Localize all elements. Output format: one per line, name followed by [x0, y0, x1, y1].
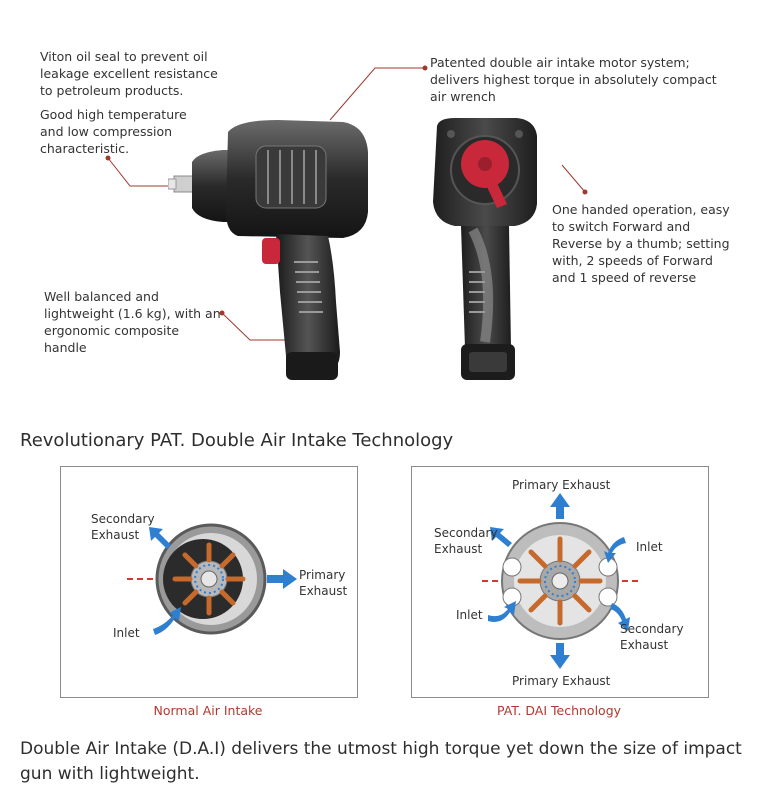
- normal-primary-exhaust-label: Primary Exhaust: [299, 568, 348, 598]
- dai-caption: PAT. DAI Technology: [496, 703, 622, 718]
- dai-inlet-left-label: Inlet: [456, 608, 483, 622]
- impact-wrench-rear-image: [425, 112, 545, 384]
- dai-secondary-exhaust-right-label: Secondary Exhaust: [620, 622, 684, 652]
- dai-inlet-right-label: Inlet: [636, 540, 663, 554]
- dai-secondary-exhaust-left-label: Secondary Exhaust: [434, 526, 498, 556]
- motor-callout: Patented double air intake motor system; delivers highest torque in absolutely compact air wrench: [430, 55, 717, 104]
- temperature-callout: Good high temperature and low compression characteristic.: [40, 107, 187, 156]
- normal-intake-caption: Normal Air Intake: [153, 703, 263, 718]
- section-title: Revolutionary PAT. Double Air Intake Technology: [20, 430, 454, 451]
- footer-description: Double Air Intake (D.A.I) delivers the utmost high torque yet down the size of impact gun with lightweight.: [20, 739, 742, 784]
- normal-secondary-exhaust-label: Secondary Exhaust: [91, 512, 155, 542]
- balanced-callout: Well balanced and lightweight (1.6 kg), with an ergonomic composite handle: [44, 289, 221, 355]
- normal-intake-panel: [60, 466, 358, 698]
- normal-inlet-label: Inlet: [113, 626, 140, 640]
- dai-panel: [411, 466, 709, 698]
- oil-seal-callout: Viton oil seal to prevent oil leakage excellent resistance to petroleum products.: [40, 49, 218, 98]
- dai-primary-exhaust-bottom-label: Primary Exhaust: [512, 674, 611, 688]
- dai-primary-exhaust-top-label: Primary Exhaust: [512, 478, 611, 492]
- one-handed-callout: One handed operation, easy to switch Forward and Reverse by a thumb; setting with, 2 speeds of Forward and 1 speed of reverse: [552, 202, 730, 285]
- dai-diagram: [412, 467, 708, 697]
